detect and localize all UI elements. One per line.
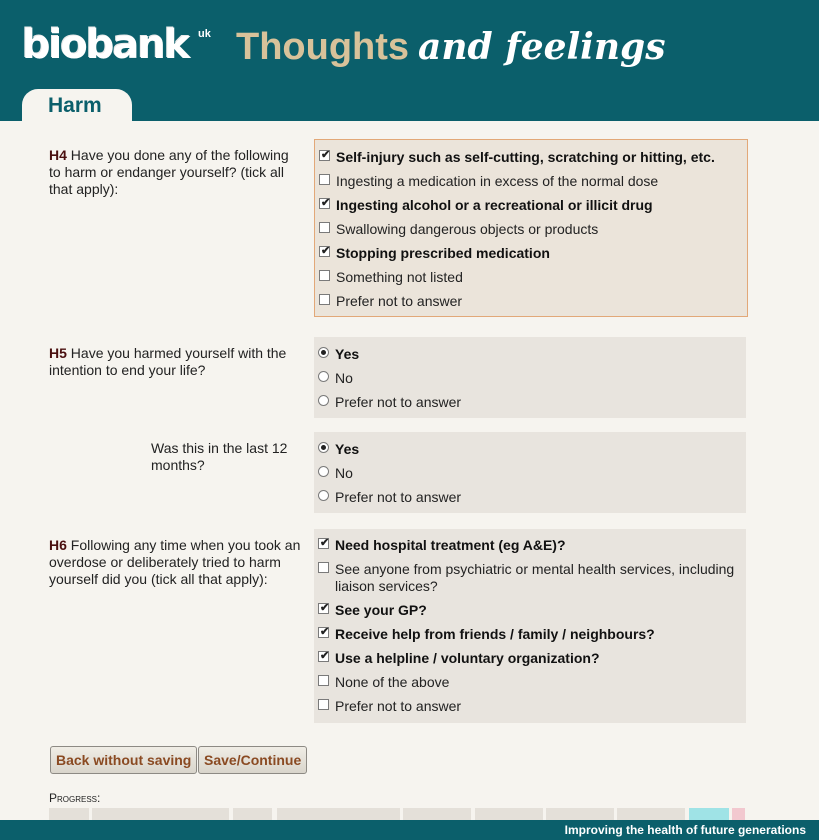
h4-options-panel xyxy=(314,139,748,317)
footer-tagline: Improving the health of future generations xyxy=(564,823,806,837)
biobank-logo: biobank xyxy=(22,22,189,68)
question-h4 xyxy=(49,147,304,198)
save-continue-button[interactable]: Save/Continue xyxy=(198,746,307,774)
h4-option[interactable]: ✔ Stopping prescribed medication xyxy=(319,245,739,262)
section-title: Harm xyxy=(48,94,102,117)
progress-segment xyxy=(49,808,89,820)
question-number: H5 xyxy=(49,345,67,361)
progress-segment-current xyxy=(689,808,729,820)
progress-segment xyxy=(233,808,272,820)
page-title-primary: Thoughts xyxy=(236,26,410,68)
radio-button[interactable] xyxy=(318,466,329,477)
checkbox[interactable] xyxy=(318,627,329,638)
h5b-option[interactable]: Prefer not to answer xyxy=(318,489,738,506)
page-title-secondary: and feelings xyxy=(418,26,666,68)
checkbox[interactable] xyxy=(319,198,330,209)
question-number: H4 xyxy=(49,147,67,163)
checkbox[interactable] xyxy=(318,603,329,614)
progress-segment xyxy=(92,808,229,820)
h4-option[interactable]: Something not listed xyxy=(319,269,739,286)
progress-label: Progress: xyxy=(49,791,101,805)
progress-segment xyxy=(546,808,614,820)
h6-option[interactable]: ✔ See your GP? xyxy=(318,602,738,619)
checkbox[interactable] xyxy=(319,174,330,185)
checkbox[interactable] xyxy=(318,675,329,686)
progress-segment xyxy=(403,808,471,820)
h6-option[interactable]: Prefer not to answer xyxy=(318,698,738,715)
checkbox[interactable] xyxy=(319,294,330,305)
checkbox[interactable] xyxy=(319,270,330,281)
question-number: H6 xyxy=(49,537,67,553)
header-bar xyxy=(0,0,819,121)
checkbox[interactable] xyxy=(319,150,330,161)
h4-option[interactable]: ✔ Self-injury such as self-cutting, scratching or hitting, etc. xyxy=(319,149,739,166)
logo-uk-suffix: uk xyxy=(198,28,211,40)
h5-option[interactable]: No xyxy=(318,370,738,387)
h4-option[interactable]: Ingesting a medication in excess of the normal dose xyxy=(319,173,739,190)
checkbox[interactable] xyxy=(319,246,330,257)
progress-segment xyxy=(475,808,543,820)
radio-button[interactable] xyxy=(318,395,329,406)
h6-option[interactable]: See anyone from psychiatric or mental health services, including liaison services? xyxy=(318,561,738,595)
progress-segment-remaining xyxy=(732,808,745,820)
progress-bar xyxy=(49,808,746,820)
radio-button[interactable] xyxy=(318,371,329,382)
h4-option[interactable]: Prefer not to answer xyxy=(319,293,739,310)
radio-button[interactable] xyxy=(318,347,329,358)
section-tab xyxy=(22,89,132,122)
h5b-options-panel xyxy=(314,432,746,513)
question-text: Have you harmed yourself with the intention to end your life? xyxy=(49,345,287,378)
question-text: Following any time when you took an overdose or deliberately tried to harm yourself did you (tick all that apply): xyxy=(49,537,301,587)
back-without-saving-button[interactable]: Back without saving xyxy=(50,746,197,774)
checkbox[interactable] xyxy=(318,699,329,710)
question-h6 xyxy=(49,537,307,588)
h6-options-panel xyxy=(314,529,746,723)
checkbox[interactable] xyxy=(318,651,329,662)
h4-option[interactable]: Swallowing dangerous objects or products xyxy=(319,221,739,238)
h5-option[interactable]: Yes xyxy=(318,346,738,363)
question-h5 xyxy=(49,345,304,379)
checkbox[interactable] xyxy=(319,222,330,233)
h6-option[interactable]: ✔ Need hospital treatment (eg A&E)? xyxy=(318,537,738,554)
h5b-option[interactable]: Yes xyxy=(318,441,738,458)
progress-segment xyxy=(617,808,685,820)
h5-options-panel xyxy=(314,337,746,418)
radio-button[interactable] xyxy=(318,442,329,453)
footer-bar xyxy=(0,820,819,840)
question-h5-followup xyxy=(151,440,301,474)
h6-option[interactable]: ✔ Use a helpline / voluntary organization? xyxy=(318,650,738,667)
h6-option[interactable]: ✔ Receive help from friends / family / neighbours? xyxy=(318,626,738,643)
question-text: Have you done any of the following to harm or endanger yourself? (tick all that apply): xyxy=(49,147,289,197)
question-text: Was this in the last 12 months? xyxy=(151,440,288,473)
checkbox[interactable] xyxy=(318,538,329,549)
checkbox[interactable] xyxy=(318,562,329,573)
h6-option[interactable]: None of the above xyxy=(318,674,738,691)
h5b-option[interactable]: No xyxy=(318,465,738,482)
h4-option[interactable]: ✔ Ingesting alcohol or a recreational or illicit drug xyxy=(319,197,739,214)
radio-button[interactable] xyxy=(318,490,329,501)
progress-segment xyxy=(277,808,400,820)
h5-option[interactable]: Prefer not to answer xyxy=(318,394,738,411)
